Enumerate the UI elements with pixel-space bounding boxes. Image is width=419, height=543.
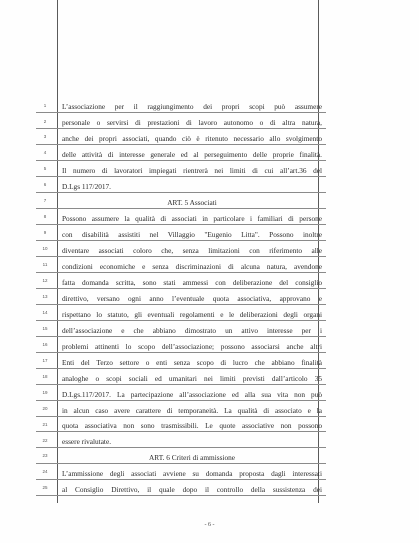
line-text: L’ammissione degli associati avviene su domanda proposta dagli interessati [62, 469, 322, 479]
line-text: L’associazione per il raggiungimento dei propri scopi può assumere [62, 102, 322, 112]
line-number: 6 [43, 182, 47, 188]
line-text: dell’associazione e che abbiano dimostrato un attivo interesse per i [62, 325, 322, 335]
line-number: 18 [42, 373, 48, 379]
text-line [36, 193, 326, 209]
line-number: 20 [42, 405, 48, 411]
line-text: anche dei propri associati, quando ciò è ritenuto necessario allo svolgimento [62, 134, 322, 144]
text-line [36, 241, 326, 257]
line-number: 19 [42, 389, 48, 395]
text-line [36, 401, 326, 417]
line-text: in alcun caso avere carattere di temporaneità. La qualità di associato e la [62, 405, 322, 415]
text-line [36, 305, 326, 321]
line-number: 2 [43, 118, 47, 124]
line-number: 21 [42, 421, 48, 427]
line-number: 14 [42, 309, 48, 315]
line-number: 5 [43, 166, 47, 172]
line-text: rispettano lo statuto, gli eventuali regolamenti e le deliberazioni degli organi [62, 309, 322, 319]
line-number: 15 [42, 325, 48, 331]
section-heading: ART. 6 Criteri di ammissione [149, 453, 235, 463]
text-line [36, 273, 326, 289]
text-line [36, 145, 326, 161]
text-line [36, 385, 326, 401]
line-number: 24 [42, 469, 48, 475]
line-number: 12 [42, 278, 48, 283]
line-number: 17 [42, 357, 48, 363]
text-line [36, 209, 326, 225]
line-number: 10 [42, 246, 48, 252]
line-number: 11 [42, 262, 48, 268]
line-text: delle attività di interesse generale ed al perseguimento delle proprie finalità. [62, 150, 322, 160]
line-number: 23 [42, 453, 48, 459]
text-line [36, 321, 326, 337]
text-line [36, 369, 326, 385]
text-line [36, 337, 326, 353]
line-text: fatta domanda scritta, sono stati ammessi con deliberazione del consiglio [62, 277, 322, 287]
line-number: 4 [43, 150, 47, 156]
text-line [36, 448, 326, 464]
text-line [36, 464, 326, 480]
text-line [36, 417, 326, 433]
line-number: 7 [43, 198, 47, 204]
text-line [36, 161, 326, 177]
line-text: condizioni economiche e senza discriminazioni di alcuna natura, avendone [62, 261, 322, 271]
text-line [36, 177, 326, 193]
line-text: Possono assumere la qualità di associati in particolare i familiari di persone [62, 214, 322, 224]
text-line [36, 257, 326, 273]
line-text: D.Lgs 117/2017. [62, 182, 111, 192]
line-number: 16 [42, 341, 48, 347]
line-text: diventare associati coloro che, senza limitazioni con riferimento alle [62, 246, 322, 256]
line-number: 25 [42, 485, 48, 491]
text-line [36, 225, 326, 241]
section-heading: ART. 5 Associati [167, 198, 217, 208]
line-text: personale o servirsi di prestazioni di lavoro autonomo o di altra natura, [62, 118, 322, 128]
page-number: - 6 - [204, 522, 215, 528]
text-line [36, 129, 326, 145]
line-text: Il numero di lavoratori impiegati rientrerà nei limiti di cui all’art.36 del [62, 166, 322, 176]
line-text: direttivo, versano ogni anno l’eventuale quota associativa, approvano e [62, 293, 322, 303]
text-line [36, 114, 326, 130]
line-text: D.Lgs.117/2017. La partecipazione all’associazione ed alla sua vita non può [62, 389, 322, 399]
line-text: con disabilità assistiti nel Villaggio "Eugenio Litta". Possono inoltre [62, 230, 322, 240]
text-line [36, 98, 326, 114]
text-line [36, 480, 326, 496]
line-number: 3 [43, 134, 47, 140]
line-text: quota associativa non sono trasmissibili. Le quote associative non possono [62, 421, 322, 431]
text-line [36, 289, 326, 305]
text-line [36, 433, 326, 449]
line-text: Enti del Terzo settore o enti senza scopo di lucro che abbiano finalità [62, 357, 322, 367]
line-text: analoghe o scopi sociali ed umanitari nei limiti previsti dall’articolo 35 [62, 373, 322, 383]
line-text: essere rivalutate. [62, 437, 112, 447]
line-number: 1 [43, 102, 47, 108]
line-number: 13 [42, 293, 48, 299]
line-number: 9 [43, 230, 47, 236]
line-number: 22 [42, 437, 48, 443]
line-text: problemi attinenti lo scopo dell’associazione; possono associarsi anche altri [62, 341, 322, 351]
text-line [36, 353, 326, 369]
line-number: 8 [43, 214, 47, 220]
line-text: al Consiglio Direttivo, il quale dopo il controllo della sussistenza dei [62, 485, 322, 495]
